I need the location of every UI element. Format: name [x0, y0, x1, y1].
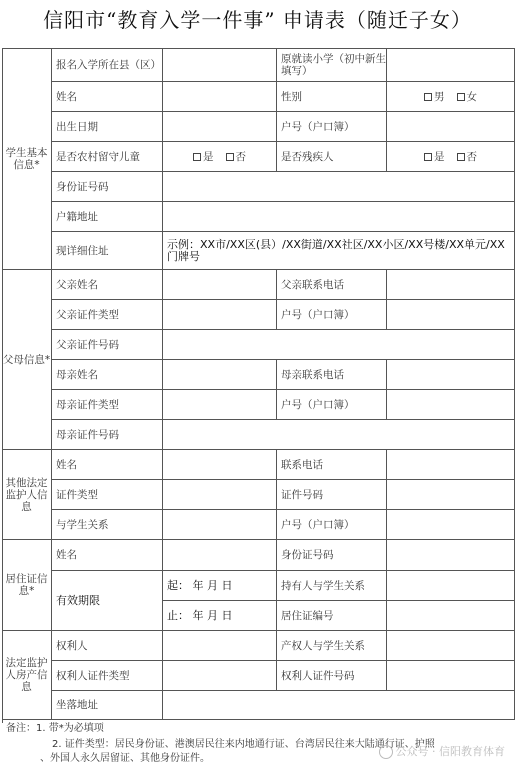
- dob-label: 出生日期: [52, 112, 163, 142]
- permit-no-label: 居住证编号: [277, 601, 387, 631]
- guardian-relation-field[interactable]: [163, 510, 277, 540]
- section-guardian-label: 其他法定监护人信息: [2, 450, 52, 540]
- enroll-county-label: 报名入学所在县（区）: [52, 48, 163, 82]
- guardian-id-type-field[interactable]: [163, 480, 277, 510]
- dob-field[interactable]: [163, 112, 277, 142]
- section-student-label: 学生基本信息*: [2, 48, 52, 270]
- wechat-icon: [379, 745, 393, 759]
- left-behind-no-label: 否: [235, 150, 246, 163]
- guardian-hukou-field[interactable]: [387, 510, 515, 540]
- owner-id-type-label: 权利人证件类型: [52, 661, 163, 691]
- disabled-label: 是否残疾人: [277, 142, 387, 172]
- father-id-type-field[interactable]: [163, 300, 277, 330]
- owner-id-type-field[interactable]: [163, 661, 277, 691]
- father-id-no-label: 父亲证件号码: [52, 330, 163, 360]
- gender-female-checkbox[interactable]: [457, 91, 478, 103]
- section-parents-label: 父母信息*: [2, 270, 52, 450]
- left-behind-options: [163, 142, 277, 172]
- checkbox-icon: [424, 153, 432, 161]
- owner-field[interactable]: [163, 631, 277, 661]
- guardian-id-type-label: 证件类型: [52, 480, 163, 510]
- father-hukou-label: 户号（户口簿）: [277, 300, 387, 330]
- watermark-text: 公众号 · 信阳教育体育: [395, 745, 505, 758]
- father-id-no-field[interactable]: [163, 330, 515, 360]
- validity-end-field[interactable]: 止： 年 月 日: [163, 601, 277, 631]
- owner-id-no-label: 权利人证件号码: [277, 661, 387, 691]
- father-name-label: 父亲姓名: [52, 270, 163, 300]
- father-hukou-field[interactable]: [387, 300, 515, 330]
- holder-relation-label: 持有人与学生关系: [277, 571, 387, 601]
- guardian-id-no-field[interactable]: [387, 480, 515, 510]
- checkbox-icon: [457, 93, 465, 101]
- owner-label: 权利人: [52, 631, 163, 661]
- mother-id-no-field[interactable]: [163, 420, 515, 450]
- mother-hukou-field[interactable]: [387, 390, 515, 420]
- current-address-label: 现详细住址: [52, 232, 163, 270]
- hukou-label: 户号（户口簿）: [277, 112, 387, 142]
- name-field[interactable]: [163, 82, 277, 112]
- guardian-name-label: 姓名: [52, 450, 163, 480]
- mother-name-field[interactable]: [163, 360, 277, 390]
- guardian-id-no-label: 证件号码: [277, 480, 387, 510]
- checkbox-icon: [424, 93, 432, 101]
- current-address-field[interactable]: 示例：XX市/XX区(县）/XX街道/XX社区/XX小区/XX号楼/XX单元/XX门牌号: [163, 232, 515, 270]
- hukou-address-label: 户籍地址: [52, 202, 163, 232]
- prev-school-label: 原就读小学（初中新生填写）: [277, 48, 387, 82]
- name-label: 姓名: [52, 82, 163, 112]
- gender-label: 性别: [277, 82, 387, 112]
- left-behind-yes-checkbox[interactable]: [193, 151, 214, 163]
- holder-relation-field[interactable]: [387, 571, 515, 601]
- owner-relation-field[interactable]: [387, 631, 515, 661]
- gender-options: [387, 82, 515, 112]
- form-title: 信阳市“教育入学一件事” 申请表（随迁子女）: [43, 8, 472, 32]
- father-name-field[interactable]: [163, 270, 277, 300]
- validity-label: 有效期限: [52, 571, 163, 631]
- location-label: 坐落地址: [52, 691, 163, 720]
- gender-female-label: 女: [466, 90, 477, 103]
- checkbox-icon: [193, 153, 201, 161]
- disabled-yes-label: 是: [434, 150, 445, 163]
- mother-phone-field[interactable]: [387, 360, 515, 390]
- mother-id-type-field[interactable]: [163, 390, 277, 420]
- father-phone-field[interactable]: [387, 270, 515, 300]
- checkbox-icon: [457, 153, 465, 161]
- father-phone-label: 父亲联系电话: [277, 270, 387, 300]
- note-line-1: 备注：1. 带*为必填项: [6, 723, 104, 734]
- gender-male-checkbox[interactable]: [424, 91, 445, 103]
- enroll-county-field[interactable]: [163, 48, 277, 82]
- resident-name-field[interactable]: [163, 540, 277, 571]
- disabled-no-label: 否: [466, 150, 477, 163]
- prev-school-field[interactable]: [387, 48, 515, 82]
- id-number-field[interactable]: [163, 172, 515, 202]
- guardian-name-field[interactable]: [163, 450, 277, 480]
- resident-id-no-field[interactable]: [387, 540, 515, 571]
- watermark: [379, 743, 506, 759]
- resident-name-label: 姓名: [52, 540, 163, 571]
- guardian-hukou-label: 户号（户口簿）: [277, 510, 387, 540]
- mother-id-no-label: 母亲证件号码: [52, 420, 163, 450]
- location-field[interactable]: [163, 691, 515, 720]
- permit-no-field[interactable]: [387, 601, 515, 631]
- note-line-3: 、外国人永久居留证、其他身份证件。: [40, 753, 210, 764]
- guardian-phone-label: 联系电话: [277, 450, 387, 480]
- guardian-phone-field[interactable]: [387, 450, 515, 480]
- left-behind-yes-label: 是: [203, 150, 214, 163]
- left-behind-label: 是否农村留守儿童: [52, 142, 163, 172]
- mother-hukou-label: 户号（户口簿）: [277, 390, 387, 420]
- note-line-2: 2. 证件类型：居民身份证、港澳居民往来内地通行证、台湾居民往来大陆通行证、护照: [52, 739, 435, 750]
- validity-start-field[interactable]: 起： 年 月 日: [163, 571, 277, 601]
- id-number-label: 身份证号码: [52, 172, 163, 202]
- mother-name-label: 母亲姓名: [52, 360, 163, 390]
- mother-phone-label: 母亲联系电话: [277, 360, 387, 390]
- resident-id-no-label: 身份证号码: [277, 540, 387, 571]
- checkbox-icon: [226, 153, 234, 161]
- hukou-address-field[interactable]: [163, 202, 515, 232]
- guardian-relation-label: 与学生关系: [52, 510, 163, 540]
- disabled-yes-checkbox[interactable]: [424, 151, 445, 163]
- father-id-type-label: 父亲证件类型: [52, 300, 163, 330]
- owner-id-no-field[interactable]: [387, 661, 515, 691]
- disabled-no-checkbox[interactable]: [457, 151, 478, 163]
- owner-relation-label: 产权人与学生关系: [277, 631, 387, 661]
- left-behind-no-checkbox[interactable]: [226, 151, 247, 163]
- hukou-field[interactable]: [387, 112, 515, 142]
- disabled-options: [387, 142, 515, 172]
- mother-id-type-label: 母亲证件类型: [52, 390, 163, 420]
- section-residence-label: 居住证信息*: [2, 540, 52, 631]
- gender-male-label: 男: [434, 90, 445, 103]
- section-property-label: 法定监护人房产信息: [2, 631, 52, 720]
